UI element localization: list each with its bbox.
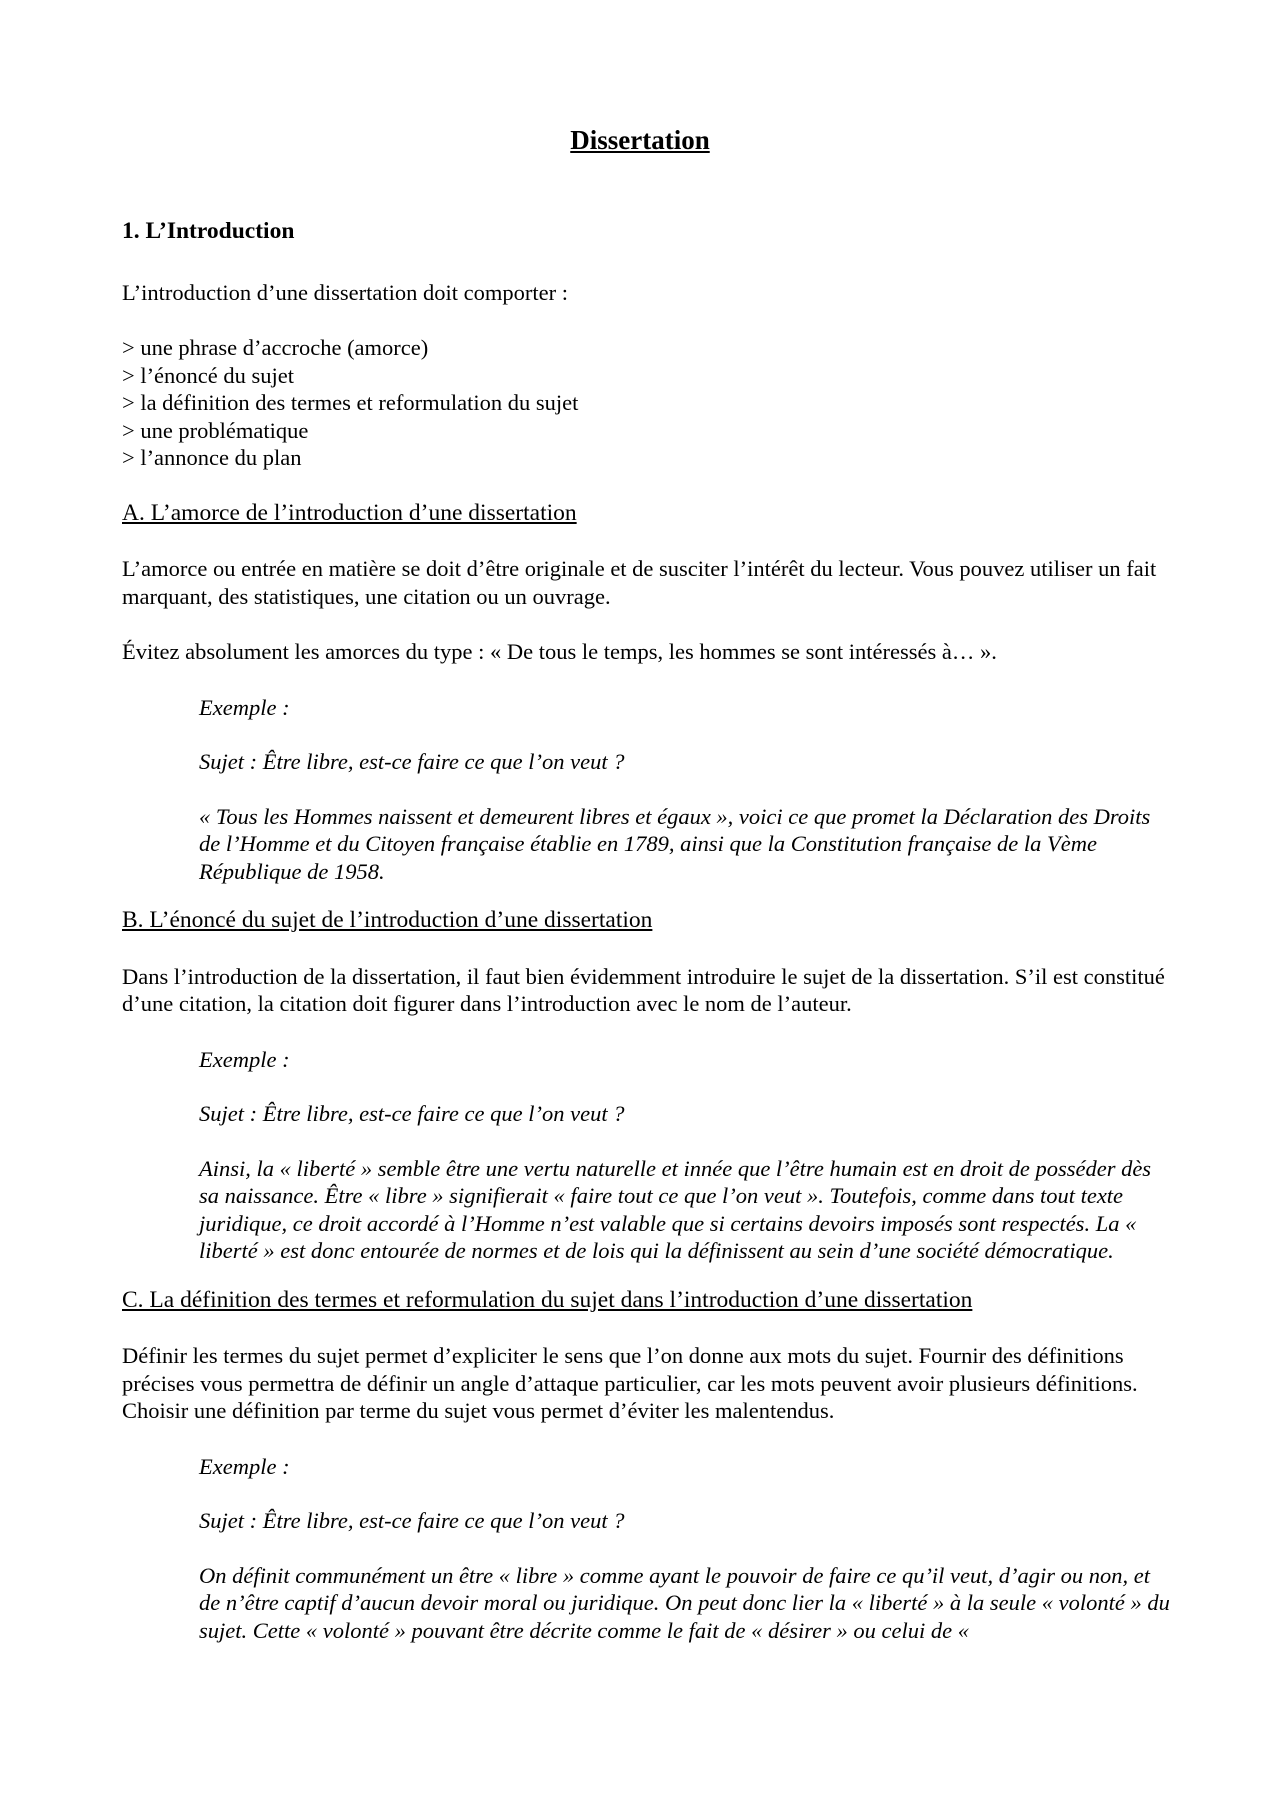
example-text: Ainsi, la « liberté » semble être une vertu naturelle et innée que l’être humain est en droit de posséder dès sa naissance. Être « libre » signifierait « faire tout ce que l’on veut ». Toutefois, comme dans tout texte juridique, ce droit accordé à l’Homme n’est valable que si certains devoirs imposés sont respectés. La « liberté » est donc entourée de normes et de lois qui la définissent au sein d’une société démocratique.: [199, 1155, 1152, 1263]
example-subject: Sujet : Être libre, est-ce faire ce que l’on veut ?: [199, 1101, 625, 1126]
example-subject: Sujet : Être libre, est-ce faire ce que l’on veut ?: [199, 1508, 625, 1533]
example-text: « Tous les Hommes naissent et demeurent libres et égaux », voici ce que promet la Déclaration des Droits de l’Homme et du Citoyen française établie en 1789, ainsi que la Constitution française de la Vème République de 1958.: [199, 803, 1151, 884]
list-item: > l’annonce du plan: [122, 445, 302, 470]
section-a-paragraph-2: Évitez absolument les amorces du type : « De tous le temps, les hommes se sont intéressés à… ».: [122, 639, 997, 664]
section-c-example: [122, 1453, 1172, 1645]
example-text: On définit communément un être « libre » comme ayant le pouvoir de faire ce qu’il veut, d’agir ou non, et de n’être captif d’aucun devoir moral ou juridique. On peut donc lier la « liberté » à la seule « volonté » du sujet. Cette « volonté » pouvant être décrite comme le fait de « désirer » ou celui de «: [199, 1562, 1170, 1643]
example-label: Exemple :: [199, 694, 290, 720]
subsection-heading-c: C. La définition des termes et reformulation du sujet dans l’introduction d’une dissertation: [122, 1286, 973, 1313]
list-item: > une phrase d’accroche (amorce): [122, 335, 429, 360]
subsection-heading-b: B. L’énoncé du sujet de l’introduction d’une dissertation: [122, 907, 653, 933]
example-subject: Sujet : Être libre, est-ce faire ce que l’on veut ?: [199, 749, 625, 774]
section-c-paragraph-1: Définir les termes du sujet permet d’expliciter le sens que l’on donne aux mots du sujet. Fournir des définitions précises vous permettra de définir un angle d’attaque particulier, car les mots peuvent avoir plusieurs définitions. Choisir une définition par terme du sujet vous permet d’éviter les malentendus.: [122, 1343, 1138, 1423]
document-body: [122, 218, 1172, 1644]
list-item: > l’énoncé du sujet: [122, 362, 295, 388]
subsection-heading-a: A. L’amorce de l’introduction d’une dissertation: [122, 499, 577, 526]
section-b-paragraph-1: Dans l’introduction de la dissertation, il faut bien évidemment introduire le sujet de la dissertation. S’il est constitué d’une citation, la citation doit figurer dans l’introduction avec le nom de l’auteur.: [122, 963, 1165, 1016]
list-item: > une problématique: [122, 417, 309, 443]
section-a-paragraph-1: L’amorce ou entrée en matière se doit d’être originale et de susciter l’intérêt du lecteur. Vous pouvez utiliser un fait marquant, des statistiques, une citation ou un ouvrage.: [122, 556, 1157, 609]
page-title: Dissertation: [570, 125, 710, 155]
section-b-example: [122, 1046, 1172, 1265]
intro-list: [122, 334, 1172, 472]
example-label: Exemple :: [199, 1453, 290, 1479]
list-item: > la définition des termes et reformulation du sujet: [122, 390, 579, 415]
intro-paragraph: L’introduction d’une dissertation doit comporter :: [122, 279, 568, 305]
section-heading-introduction: 1. L’Introduction: [122, 218, 295, 244]
section-a-example: [122, 694, 1172, 886]
example-label: Exemple :: [199, 1046, 290, 1072]
